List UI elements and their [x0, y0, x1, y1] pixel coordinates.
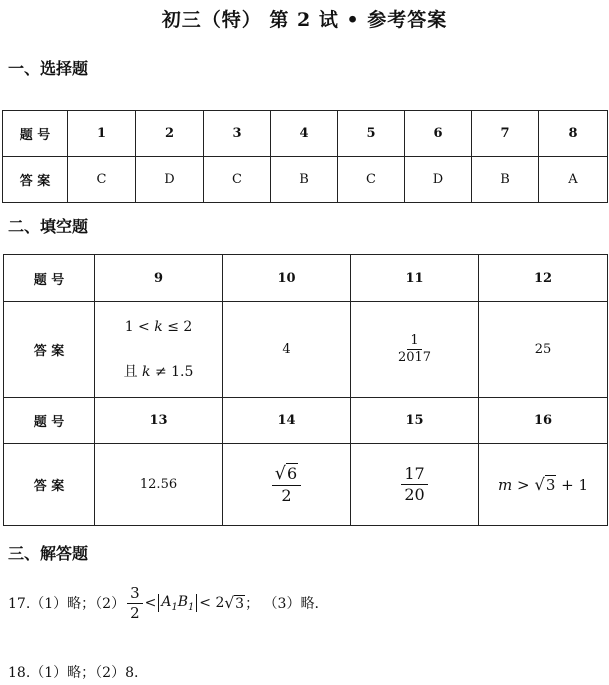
- table-row: [4, 444, 608, 526]
- q9-part: 1 <: [124, 318, 150, 335]
- point-a: A: [161, 593, 172, 610]
- answer-cell: C: [204, 157, 271, 203]
- fraction-denominator: 2017: [397, 350, 432, 365]
- subscript: 1: [171, 601, 178, 613]
- question-number: 15: [351, 398, 479, 444]
- answer-cell-11: [351, 302, 479, 398]
- answer-cell-14: [223, 444, 351, 526]
- section-heading-fill: 二、填空题: [8, 217, 89, 236]
- fraction-numerator: [272, 465, 301, 486]
- question-number: 1: [68, 111, 136, 157]
- q14-fraction: [272, 465, 301, 505]
- answer-cell: D: [136, 157, 204, 203]
- radicand: 3: [545, 476, 556, 494]
- fill-answer-table: [3, 254, 608, 526]
- fraction-denominator: 20: [404, 485, 425, 504]
- section-heading-solution: 三、解答题: [8, 544, 89, 563]
- q9-variable: k: [154, 318, 163, 335]
- answer-cell: C: [68, 157, 136, 203]
- question-number: 5: [338, 111, 405, 157]
- point-b: B: [177, 593, 189, 610]
- answer-cell-13: 12.56: [95, 444, 223, 526]
- answer-17-suffix: ； （3）略.: [245, 596, 319, 612]
- q16-tail: + 1: [556, 476, 589, 494]
- absolute-value: [158, 594, 197, 613]
- question-number: 2: [136, 111, 204, 157]
- question-number: 3: [204, 111, 271, 157]
- answer-cell: B: [271, 157, 338, 203]
- q16-operator: >: [512, 476, 535, 494]
- question-number: 16: [479, 398, 608, 444]
- row-header-question-number: 题 号: [4, 398, 95, 444]
- question-number: 8: [539, 111, 608, 157]
- row-header-answer: 答 案: [4, 444, 95, 526]
- q15-fraction: [401, 465, 427, 503]
- row-header-question-number: 题 号: [4, 255, 95, 302]
- answer-cell: C: [338, 157, 405, 203]
- fraction-numerator: 3: [127, 585, 143, 604]
- subscript: 1: [188, 601, 195, 613]
- question-number: 9: [95, 255, 223, 302]
- q9-part: ≠ 1.5: [154, 363, 194, 380]
- table-row: [3, 111, 608, 157]
- answer-cell-9: [95, 302, 223, 398]
- question-number: 11: [351, 255, 479, 302]
- sqrt-icon: √: [274, 463, 287, 484]
- radicand: 6: [287, 463, 298, 483]
- sqrt-icon: √: [534, 475, 545, 494]
- question-number: 14: [223, 398, 351, 444]
- table-row: [4, 398, 608, 444]
- table-row: [3, 157, 608, 203]
- less-than-two: < 2: [199, 595, 225, 611]
- answer-cell-16: [479, 444, 608, 526]
- answer-17-prefix: 17.（1）略；（2）: [8, 596, 126, 612]
- answer-cell: B: [472, 157, 539, 203]
- row-header-answer: 答 案: [4, 302, 95, 398]
- table-row: [4, 302, 608, 398]
- question-number: 4: [271, 111, 338, 157]
- question-number: 13: [95, 398, 223, 444]
- answer-cell: D: [405, 157, 472, 203]
- question-number: 6: [405, 111, 472, 157]
- question-number: 12: [479, 255, 608, 302]
- answer-17: [8, 585, 319, 621]
- radicand: 3: [235, 595, 245, 612]
- less-than: <: [144, 595, 157, 611]
- fraction-denominator: 2: [130, 603, 140, 622]
- answer-18: 18.（1）略；（2）8.: [8, 665, 139, 681]
- question-number: 10: [223, 255, 351, 302]
- q9-variable: k: [142, 363, 151, 380]
- choice-answer-table: [2, 110, 608, 203]
- q16-variable: m: [497, 476, 513, 494]
- table-row: [4, 255, 608, 302]
- row-header-answer: 答 案: [3, 157, 68, 203]
- answer-cell: A: [539, 157, 608, 203]
- q9-part: 且: [123, 363, 138, 380]
- answer-17-fraction: [127, 585, 143, 621]
- row-header-question-number: 题 号: [3, 111, 68, 157]
- page-title: 初三（特） 第 2 试 • 参考答案: [161, 9, 448, 31]
- q11-fraction: [395, 334, 434, 366]
- answer-cell-10: 4: [223, 302, 351, 398]
- question-number: 7: [472, 111, 539, 157]
- q9-part: ≤ 2: [167, 318, 193, 335]
- answer-cell-12: 25: [479, 302, 608, 398]
- section-heading-choice: 一、选择题: [8, 59, 89, 78]
- fraction-denominator: 2: [281, 485, 292, 505]
- fraction-numerator: 17: [401, 465, 427, 485]
- sqrt-icon: √: [224, 594, 235, 612]
- answer-cell-15: [351, 444, 479, 526]
- fraction-numerator: 1: [407, 334, 421, 350]
